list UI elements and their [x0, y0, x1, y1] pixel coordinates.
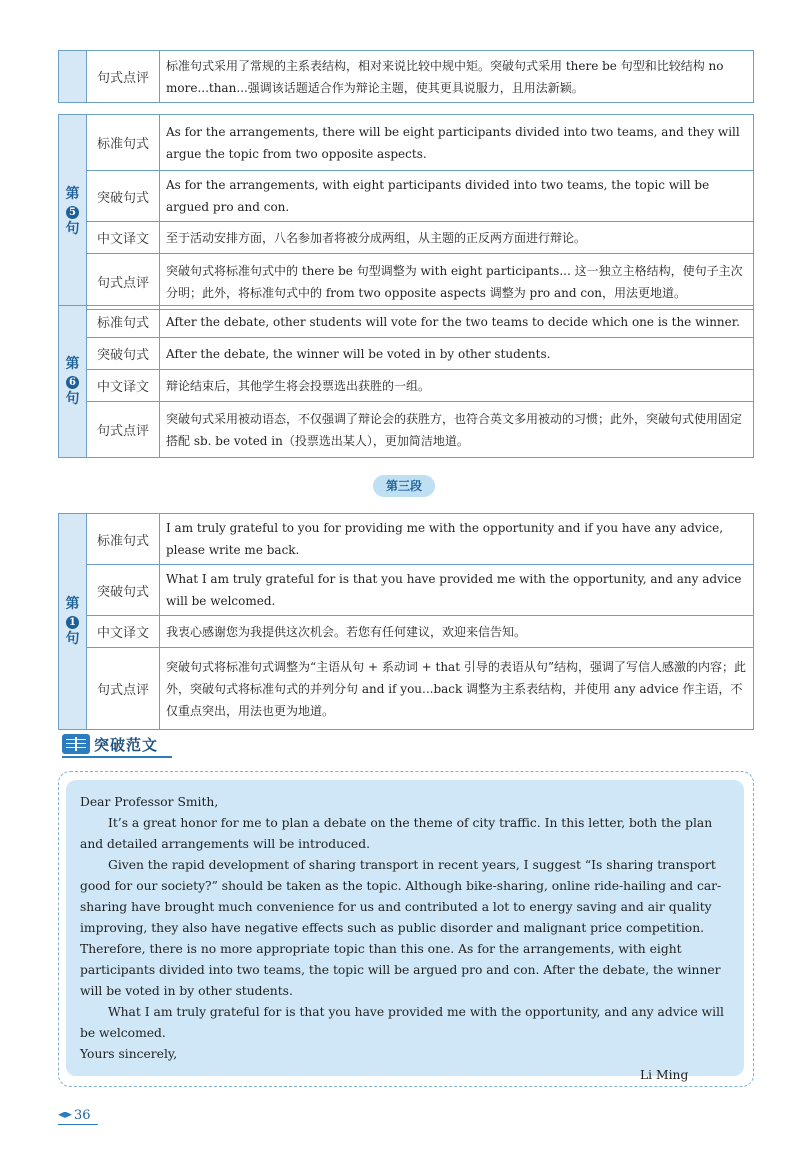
row-text: 标准句式采用了常规的主系表结构，相对来说比较中规中矩。突破句式采用 there be 句型和比较结构 no more...than...强调该话题适合作为辩论主题，使其更具说服力，且用法新颖。	[160, 51, 754, 103]
circled-number: 5	[66, 206, 79, 219]
row-label: 句式点评	[87, 51, 160, 103]
sentence-table-4-comment	[58, 50, 754, 103]
heading-text: 突破范文	[94, 735, 159, 754]
row-label: 中文译文	[87, 616, 160, 648]
row-label: 句式点评	[87, 402, 160, 458]
row-text: What I am truly grateful for is that you have provided me with the opportunity, and any advice will be welcomed.	[160, 565, 754, 616]
circled-number: 6	[66, 376, 79, 389]
page-number-text: 36	[74, 1108, 91, 1123]
row-text: 突破句式采用被动语态，不仅强调了辩论会的获胜方，也符合英文多用被动的习惯；此外，突破句式使用固定搭配 sb. be voted in（投票选出某人），更加简洁地道。	[160, 402, 754, 458]
page-number-underline	[58, 1124, 98, 1125]
row-text: 我衷心感谢您为我提供这次机会。若您有任何建议，欢迎来信告知。	[160, 616, 754, 648]
row-text: 至于活动安排方面，八名参加者将被分成两组，从主题的正反两方面进行辩论。	[160, 222, 754, 254]
letter-closing: Yours sincerely,	[80, 1047, 178, 1061]
row-text: After the debate, other students will vote for the two teams to decide which one is the winner.	[160, 306, 754, 338]
letter-paragraph: What I am truly grateful for is that you have provided me with the opportunity, and any advice will be welcomed.	[80, 1005, 724, 1040]
model-letter	[66, 780, 744, 1082]
sentence-number-label: 第 1 句	[59, 514, 87, 730]
row-text: 突破句式将标准句式调整为“主语从句 + 系动词 + that 引导的表语从句”结构，强调了写信人感激的内容；此外，突破句式将标准句式的并列分句 and if you...back 调整为主系表结构，并使用 any advice 作主语，不仅重点突出，用法也更为地道。	[160, 648, 754, 730]
row-label: 突破句式	[87, 338, 160, 370]
circled-number: 1	[66, 616, 79, 629]
row-text: 突破句式将标准句式中的 there be 句型调整为 with eight participants... 这一独立主格结构，使句子主次分明；此外，将标准句式中的 from two opposite aspects 调整为 pro and con，用法更地道。	[160, 254, 754, 310]
letter-signature: Li Ming	[640, 1068, 689, 1082]
row-label: 突破句式	[87, 171, 160, 222]
sentence-table-paragraph3-1	[58, 513, 754, 730]
heading-underline	[62, 756, 172, 758]
row-label: 标准句式	[87, 115, 160, 171]
table-side-blank	[59, 51, 87, 103]
letter-paragraph: Given the rapid development of sharing transport in recent years, I suggest “Is sharing transport good for our society?” should be taken as the topic. Although bike-sharing, online ride-hailing and car-sharing have brought much convenience for us and contributed a lot to energy saving and air quality improving, they also have negative effects such as public disorder and malignant price competition. Therefore, there is no more appropriate topic than this one. As for the arrangements, with eight participants divided into two teams, the topic will be argued pro and con. After the debate, the winner will be voted in by other students.	[80, 858, 722, 998]
book-icon	[62, 734, 90, 754]
sentence-table-5	[58, 114, 754, 310]
row-label: 标准句式	[87, 306, 160, 338]
letter-paragraph: It’s a great honor for me to plan a debate on the theme of city traffic. In this letter, both the plan and detailed arrangements will be introduced.	[80, 816, 713, 851]
row-text: I am truly grateful to you for providing me with the opportunity and if you have any advice, please write me back.	[160, 514, 754, 565]
row-label: 中文译文	[87, 370, 160, 402]
row-label: 句式点评	[87, 254, 160, 310]
row-text: As for the arrangements, with eight participants divided into two teams, the topic will be argued pro and con.	[160, 171, 754, 222]
graduation-cap-icon	[58, 1112, 72, 1120]
section-title: 第三段	[373, 475, 435, 497]
model-essay-heading	[62, 733, 158, 755]
row-label: 突破句式	[87, 565, 160, 616]
letter-salutation: Dear Professor Smith,	[80, 795, 219, 809]
row-text: As for the arrangements, there will be eight participants divided into two teams, and they will argue the topic from two opposite aspects.	[160, 115, 754, 171]
row-label: 中文译文	[87, 222, 160, 254]
sentence-number-label: 第 6 句	[59, 306, 87, 458]
sentence-table-6	[58, 305, 754, 458]
sentence-number-label: 第 5 句	[59, 115, 87, 310]
row-label: 标准句式	[87, 514, 160, 565]
row-text: 辩论结束后，其他学生将会投票选出获胜的一组。	[160, 370, 754, 402]
row-text: After the debate, the winner will be voted in by other students.	[160, 338, 754, 370]
row-label: 句式点评	[87, 648, 160, 730]
page-number	[58, 1108, 91, 1123]
